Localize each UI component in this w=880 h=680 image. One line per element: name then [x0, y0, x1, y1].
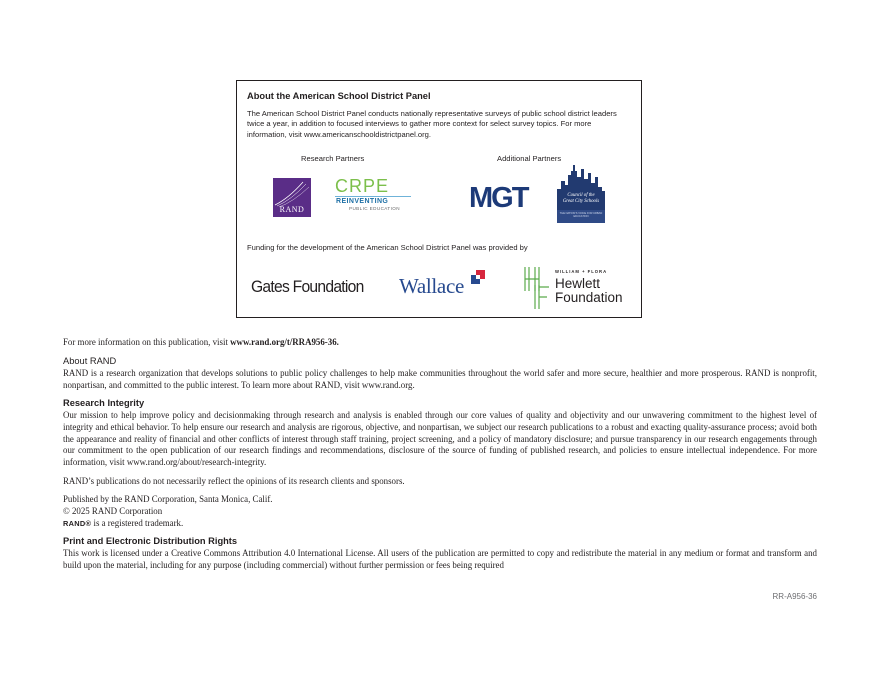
wallace-logo: Wallace [399, 274, 464, 298]
published-by-line: Published by the RAND Corporation, Santa Monica, Calif. [63, 494, 273, 504]
wallace-mark-icon [471, 270, 485, 284]
council-line1: Council of the [567, 193, 595, 198]
additional-partners-label: Additional Partners [497, 154, 562, 163]
hewlett-hf-icon [523, 267, 551, 309]
distribution-rights-heading: Print and Electronic Distribution Rights [63, 536, 238, 546]
crpe-logo-word: CRPE [335, 176, 390, 196]
rand-logo-text: RAND [279, 205, 305, 214]
trademark-line [63, 518, 817, 530]
council-line2: Great City Schools [562, 198, 600, 204]
mgt-logo: MGT [469, 182, 528, 214]
research-integrity-heading: Research Integrity [63, 398, 145, 408]
hewlett-logo-words [555, 277, 623, 304]
panel-title: About the American School District Panel [247, 91, 431, 101]
trademark-text: is a registered trademark. [91, 518, 184, 528]
publication-url-link[interactable]: www.rand.org/t/RRA956-36. [230, 337, 339, 347]
hewlett-line2: Foundation [555, 289, 623, 305]
crpe-logo [335, 178, 413, 216]
research-integrity-text: Our mission to help improve policy and decisionmaking through research and analysis is enabled through our core values of quality and objectivity and our unwavering commitment to the highest level of integrity and ethical behavior. To help ensure our research and analysis are rigorous, objective, and nonpartisan, we subject our research publications to a robust and exacting quality-assurance process; avoid both the appearance and reality of financial and other conflicts of interest through staff training, project screening, and a policy of mandatory disclosure; and pursue transparency in our research engagements through our commitment to the open publication of our research findings and recommendations, disclosure of the source of funding of published research, and policies to ensure intellectual independence. For more information, visit www.rand.org/about/research-integrity. [63, 410, 817, 468]
crpe-rule [335, 196, 411, 197]
disclaimer-text: RAND’s publications do not necessarily reflect the opinions of its research clients and sponsors. [63, 476, 405, 486]
funding-label: Funding for the development of the American School District Panel was provided by [247, 243, 528, 252]
rand-trademark-mark: RAND® [63, 519, 92, 528]
more-info-line [63, 337, 817, 349]
council-tagline: THE NATION'S VOICE FOR URBAN EDUCATION [559, 212, 603, 219]
about-rand-text: RAND is a research organization that develops solutions to public policy challenges to help make communities throughout the world safer and more secure, healthier and more prosperous. RAND is nonprofit, nonpartisan, and committed to the public interest. To learn more about RAND, visit www.rand.org. [63, 368, 817, 390]
hewlett-line1: Hewlett [555, 276, 601, 291]
crpe-logo-line1: REINVENTING [336, 198, 389, 206]
council-logo-name [557, 193, 605, 204]
report-id: RR-A956-36 [772, 592, 817, 601]
panel-description: The American School District Panel conducts nationally representative surveys of public school district leaders twice a year, in addition to focused interviews to gather more context for select survey topics. For more information, visit www.americanschooldistrictpanel.org. [247, 109, 617, 139]
copyright-line: © 2025 RAND Corporation [63, 506, 163, 516]
research-partners-label: Research Partners [301, 154, 365, 163]
council-great-city-schools-logo [557, 163, 605, 223]
rand-logo [273, 178, 311, 217]
distribution-rights-text: This work is licensed under a Creative Commons Attribution 4.0 International License. All users of the publication are permitted to copy and redistribute the material in any medium or format and transform and build upon the material, including for any purpose (including commercial) without further permission or fees being required [63, 548, 817, 570]
hewlett-small-text: WILLIAM + FLORA [555, 269, 608, 274]
about-rand-heading: About RAND [63, 356, 117, 366]
crpe-logo-line2: PUBLIC EDUCATION [349, 206, 400, 212]
gates-foundation-logo: Gates Foundation [251, 277, 364, 296]
more-info-prefix: For more information on this publication, visit [63, 337, 231, 347]
asdp-info-panel [236, 80, 642, 318]
